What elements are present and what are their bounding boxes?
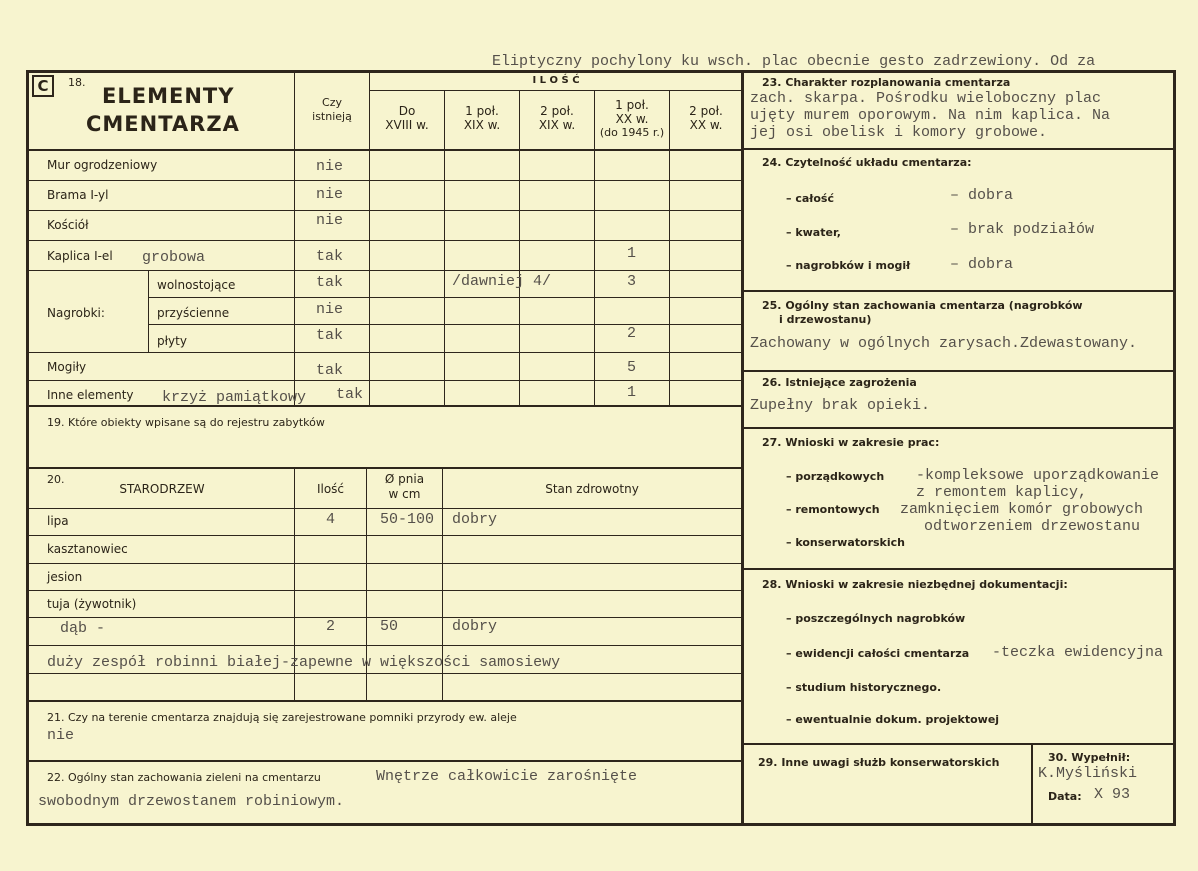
s30-data-value: X 93 <box>1094 786 1131 803</box>
grid-h <box>27 645 742 646</box>
grid-v <box>519 90 520 405</box>
s18-number: 18. <box>68 76 86 89</box>
s22-label: 22. Ogólny stan zachowania zieleni na cmentarzu <box>47 771 321 784</box>
s19-label: 19. Które obiekty wpisane są do rejestru zabytków <box>47 416 325 429</box>
s24-k2: – kwater, <box>786 226 841 239</box>
s27-t4: odtworzeniem drzewostanu <box>924 518 1141 535</box>
tree-qty: 4 <box>326 511 336 528</box>
tree-state: dobry <box>452 618 498 635</box>
s30-label: 30. Wypełnił: <box>1048 751 1131 764</box>
grid-h <box>27 590 742 591</box>
grid-h <box>27 467 742 469</box>
grid-h <box>27 149 742 151</box>
s25-typed: Zachowany w ogólnych zarysach.Zdewastowany. <box>750 335 1138 352</box>
grid-h <box>148 324 742 325</box>
row-wolno-note: /dawniej 4/ <box>452 273 552 290</box>
tree-qty: 2 <box>326 618 336 635</box>
row-przys-czy: nie <box>316 301 344 318</box>
row-inne-label: Inne elementy <box>47 388 134 402</box>
row-mogily-label: Mogiły <box>47 360 87 374</box>
grid-h <box>27 760 742 762</box>
s27-k2: – remontowych <box>786 503 880 516</box>
nagrobki-label: Nagrobki: <box>47 306 105 320</box>
row-kosciol-label: Kościół <box>47 218 89 232</box>
tree-name: dąb - <box>60 620 106 637</box>
row-wolno-czy: tak <box>316 274 344 291</box>
grid-h <box>743 743 1175 745</box>
grid-v <box>1031 743 1033 824</box>
s23-label: 23. Charakter rozplanowania cmentarza <box>762 76 1011 89</box>
s28-typed: -teczka ewidencyjna <box>992 644 1164 661</box>
grid-h <box>743 568 1175 570</box>
row-plyty-czy: tak <box>316 327 344 344</box>
s29-label: 29. Inne uwagi służb konserwatorskich <box>758 756 1000 769</box>
s25-label-1: 25. Ogólny stan zachowania cmentarza (nagrobków <box>762 299 1083 312</box>
s27-k1: – porządkowych <box>786 470 885 483</box>
s24-v3: – dobra <box>950 256 1014 273</box>
grid-v <box>669 90 670 405</box>
period-4-l1: 1 poł. <box>615 98 649 112</box>
grid-h <box>743 427 1175 429</box>
s28-label: 28. Wnioski w zakresie niezbędnej dokumentacji: <box>762 578 1068 591</box>
s20-title: STARODRZEW <box>119 482 205 496</box>
grid-h <box>27 535 742 536</box>
frame-top <box>26 70 1176 73</box>
grid-h <box>148 297 742 298</box>
s24-v1: – dobra <box>950 187 1014 204</box>
s21-label: 21. Czy na terenie cmentarza znajdują się zarejestrowane pomniki przyrody ew. aleje <box>47 711 517 724</box>
period-2-l2: XIX w. <box>463 118 501 132</box>
s24-k3: – nagrobków i mogił <box>786 259 911 272</box>
s28-item-1: – poszczególnych nagrobków <box>786 612 966 625</box>
s27-k3: – konserwatorskich <box>786 536 905 549</box>
grid-h <box>743 290 1175 292</box>
s28-item-2: – ewidencji całości cmentarza <box>786 647 970 660</box>
s23-line-3: jej osi obelisk i komory grobowe. <box>750 124 1048 141</box>
grid-h <box>27 563 742 564</box>
period-2-l1: 1 poł. <box>465 104 499 118</box>
period-3-l2: XIX w. <box>538 118 576 132</box>
grid-h <box>27 210 742 211</box>
tree-name: kasztanowiec <box>47 542 128 556</box>
tree-name: jesion <box>47 570 83 584</box>
grid-h <box>743 370 1175 372</box>
s24-label: 24. Czytelność układu cmentarza: <box>762 156 972 169</box>
row-wolno-count: 3 <box>627 273 637 290</box>
tree-name: lipa <box>47 514 69 528</box>
grid-h <box>27 405 742 407</box>
period-1-l2: XVIII w. <box>385 118 429 132</box>
frame-left <box>26 70 29 826</box>
s20-number: 20. <box>47 473 65 486</box>
s27-t3: zamknięciem komór grobowych <box>900 501 1144 518</box>
s22-typed-2: swobodnym drzewostanem robiniowym. <box>38 793 345 810</box>
typed-header-line: Eliptyczny pochylony ku wsch. plac obecnie gesto zadrzewiony. Od za <box>492 53 1096 70</box>
row-mur-label: Mur ogrodzeniowy <box>47 158 158 172</box>
s27-t2: z remontem kaplicy, <box>916 484 1088 501</box>
ilosc-header: I L O Ś Ć <box>532 75 580 86</box>
s27-label: 27. Wnioski w zakresie prac: <box>762 436 940 449</box>
s20-typed-note: duży zespół robinni białej-zapewne w większości samosiewy <box>47 654 561 671</box>
row-kaplica-typed: grobowa <box>142 249 206 266</box>
row-kaplica-label: Kaplica I-el <box>47 249 113 263</box>
s20-ilosc: Ilość <box>316 482 345 496</box>
grid-h <box>27 380 742 381</box>
czy-label-2: istnieją <box>312 110 352 123</box>
grid-v <box>444 90 445 405</box>
s26-label: 26. Istniejące zagrożenia <box>762 376 917 389</box>
grid-h <box>369 90 742 91</box>
s27-t1: -kompleksowe uporządkowanie <box>916 467 1160 484</box>
row-plyty-count: 2 <box>627 325 637 342</box>
s26-typed: Zupełny brak opieki. <box>750 397 931 414</box>
tree-dia: 50 <box>380 618 399 635</box>
period-3-l1: 2 poł. <box>540 104 574 118</box>
row-plyty-label: płyty <box>157 334 187 348</box>
czy-label-1: Czy <box>322 96 342 109</box>
row-kosciol-czy: nie <box>316 212 344 229</box>
grid-h <box>743 148 1175 150</box>
row-mur-czy: nie <box>316 158 344 175</box>
s18-title-2: CMENTARZA <box>86 112 240 136</box>
period-1-l1: Do <box>398 104 416 118</box>
s21-answer: nie <box>47 727 75 744</box>
row-inne-czy: tak <box>336 386 364 403</box>
row-kaplica-count: 1 <box>627 245 637 262</box>
row-przys-label: przyścienne <box>157 306 230 320</box>
s28-item-3: – studium historycznego. <box>786 681 942 694</box>
s23-line-1: zach. skarpa. Pośrodku wieloboczny plac <box>750 90 1102 107</box>
grid-h <box>27 508 742 509</box>
row-kaplica-czy: tak <box>316 248 344 265</box>
frame-bottom <box>26 823 1176 826</box>
grid-v <box>148 270 149 352</box>
s24-k1: – całość <box>786 192 834 205</box>
period-4-l3: (do 1945 r.) <box>599 126 665 139</box>
tree-dia: 50-100 <box>380 511 435 528</box>
row-brama-czy: nie <box>316 186 344 203</box>
frame-right <box>1173 70 1176 826</box>
grid-h <box>27 673 742 674</box>
grid-h <box>27 270 742 271</box>
s30-name: K.Myśliński <box>1038 765 1138 782</box>
s22-typed-1: Wnętrze całkowicie zarośnięte <box>376 768 638 785</box>
s28-item-4: – ewentualnie dokum. projektowej <box>786 713 1000 726</box>
grid-h <box>27 352 742 353</box>
row-brama-label: Brama I-yl <box>47 188 109 202</box>
period-4-l2: XX w. <box>615 112 649 126</box>
period-5-l1: 2 poł. <box>689 104 723 118</box>
grid-h <box>27 180 742 181</box>
s20-stan: Stan zdrowotny <box>545 482 639 496</box>
s24-v2: – brak podziałów <box>950 221 1095 238</box>
row-inne-typed: krzyż pamiątkowy <box>162 389 307 406</box>
tree-state: dobry <box>452 511 498 528</box>
row-wolno-label: wolnostojące <box>157 278 236 292</box>
section-c-box: C <box>32 75 54 97</box>
row-mogily-count: 5 <box>627 359 637 376</box>
grid-h <box>27 700 742 702</box>
row-mogily-czy: tak <box>316 362 344 379</box>
row-inne-count: 1 <box>627 384 637 401</box>
tree-name: tuja (żywotnik) <box>47 597 137 611</box>
s30-data-label: Data: <box>1048 790 1082 803</box>
s25-label-2: i drzewostanu) <box>779 313 872 326</box>
frame-center <box>741 70 744 826</box>
s20-pnia-2: w cm <box>388 487 421 501</box>
s23-line-2: ujęty murem oporowym. Na nim kaplica. Na <box>750 107 1111 124</box>
s20-pnia-1: Ø pnia <box>384 472 425 486</box>
grid-h <box>27 240 742 241</box>
s18-title-1: ELEMENTY <box>102 84 235 108</box>
period-5-l2: XX w. <box>689 118 723 132</box>
